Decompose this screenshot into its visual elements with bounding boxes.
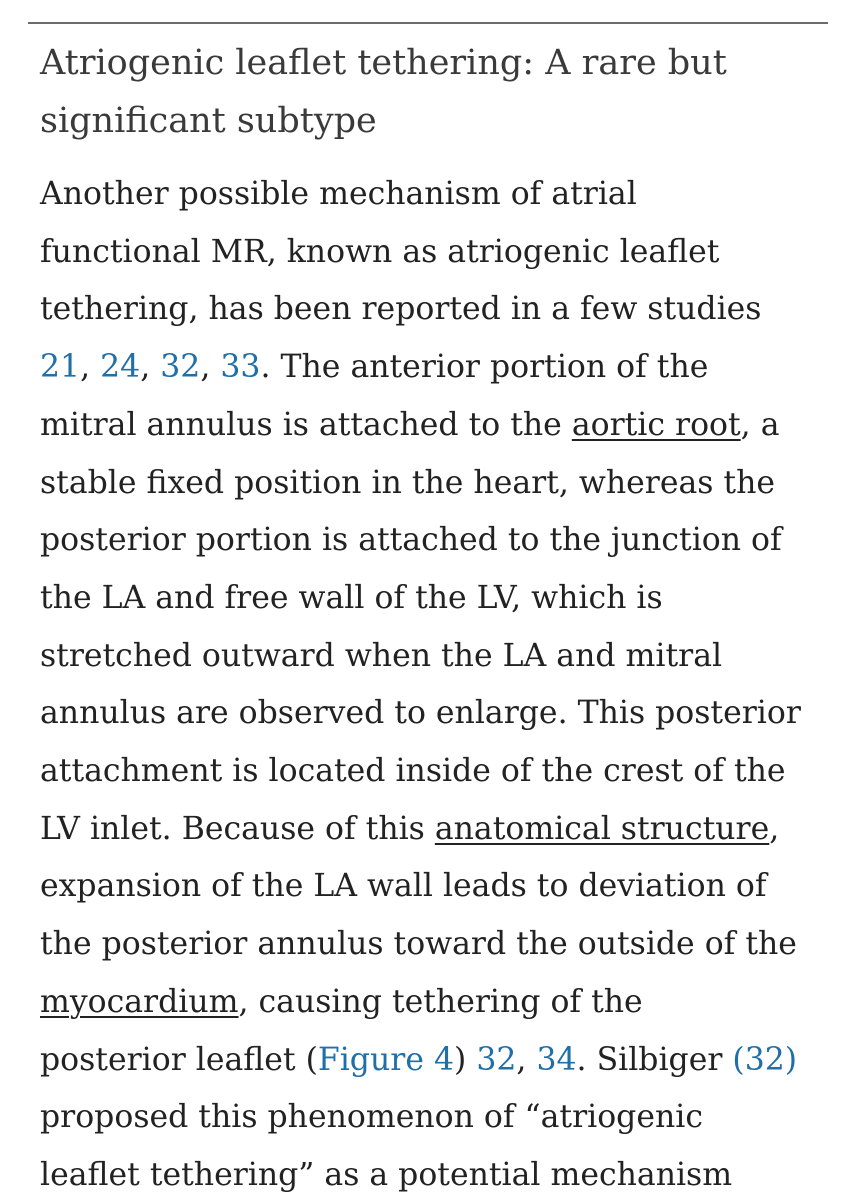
separator: , [80,349,101,386]
paragraph-line-7: posterior portion is attached to the junction of [40,522,782,559]
paragraph-line-2: functional MR, known as atriogenic leaflet [40,233,720,270]
paragraph-line-17: proposed this phenomenon of “atriogenic [40,1099,703,1136]
paragraph-line-14: the posterior annulus toward the outside of the [40,926,797,963]
separator: , [140,349,161,386]
term-link-anatomical-structure[interactable]: anatomical structure [434,810,770,847]
paragraph-line-9: stretched outward when the LA and mitral [40,637,723,674]
reference-link-32[interactable]: 32 [476,1041,517,1078]
body-paragraph [40,166,840,1200]
paragraph-line-11: attachment is located inside of the crest of the [40,753,786,790]
paragraph-line-18: leaflet tethering” as a potential mechanism [40,1156,733,1193]
reference-link-33[interactable]: 33 [220,349,261,386]
line-text: ) [454,1041,477,1078]
paragraph-line-1: Another possible mechanism of atrial [40,176,637,212]
line-text: posterior leaflet ( [40,1041,318,1078]
paragraph-line-8: the LA and free wall of the LV, which is [40,579,663,616]
line-text: . The anterior portion of the [260,349,709,386]
line-text: mitral annulus is attached to the [40,406,572,443]
term-link-myocardium[interactable]: myocardium [40,983,239,1020]
paragraph-line-4 [40,339,840,397]
line-text: . Silbiger [576,1041,733,1078]
paragraph-line-13: expansion of the LA wall leads to deviation of [40,868,767,905]
heading-line-2: significant subtype [40,101,377,141]
term-link-aortic-root[interactable]: aortic root [571,406,741,443]
paragraph-line-12 [40,801,840,859]
paragraph-line-15 [40,974,840,1032]
section-divider [28,22,828,24]
reference-link-32[interactable]: 32 [160,349,201,386]
line-text: , a [740,406,780,443]
reference-link-32-paren[interactable]: (32) [732,1041,798,1078]
figure-4-link[interactable]: Figure 4 [317,1041,455,1078]
paragraph-line-6: stable fixed position in the heart, whereas the [40,464,776,501]
line-text: LV inlet. Because of this [40,810,435,847]
separator: , [200,349,221,386]
paragraph-line-3: tethering, has been reported in a few studies [40,291,762,328]
paragraph-line-10: annulus are observed to enlarge. This posterior [40,695,801,732]
line-text: , causing tethering of the [238,983,643,1020]
section-heading [40,34,830,150]
heading-line-1: Atriogenic leaflet tethering: A rare but [40,43,727,83]
reference-link-34[interactable]: 34 [536,1041,577,1078]
line-text: , [769,810,780,847]
paragraph-line-16 [40,1032,840,1090]
reference-link-21[interactable]: 21 [40,349,81,386]
separator: , [516,1041,537,1078]
reference-link-24[interactable]: 24 [100,349,141,386]
paragraph-line-5 [40,397,840,455]
